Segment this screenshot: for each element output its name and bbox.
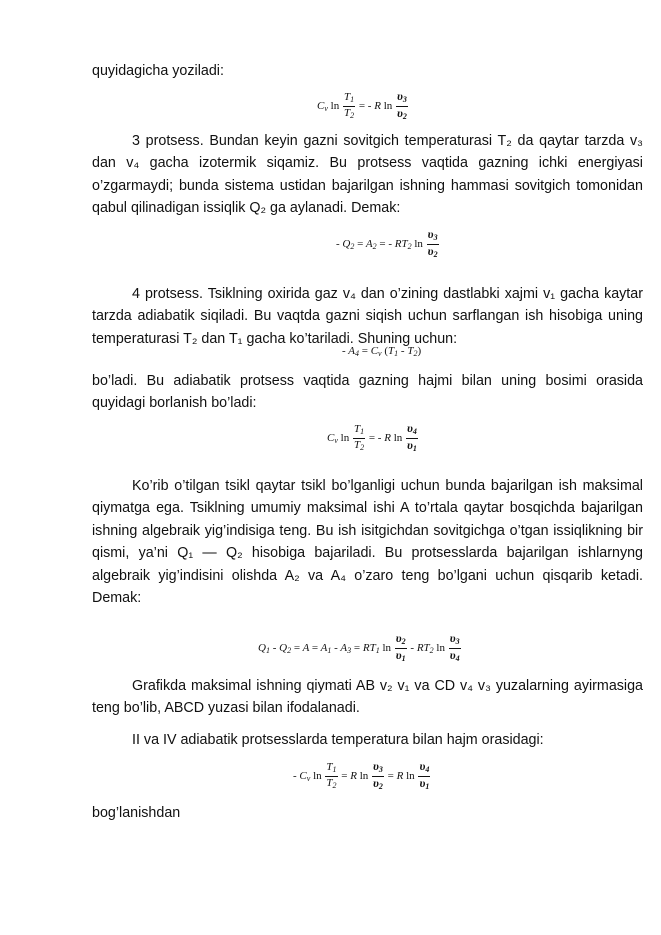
paragraph-adiabatic: bo’ladi. Bu adiabatik protsess vaqtida gazning hajmi bilan uning bosimi orasida quyidagi borlanish bo’ladi: <box>92 373 643 412</box>
equation-5: $Q_1 - Q_2 = A = A_1 - A_3 = RT_1$ ln $\frac{\upsilon_2}{\upsilon_1}$ - $RT_2$ ln $\frac{\upsilon_3}{\upsilon_4}$ <box>258 631 460 663</box>
equation-1: $C_v$ ln $\frac{T_1}{T_2}$ = - R ln $\frac{\upsilon_3}{\upsilon_2}$ <box>317 89 407 121</box>
paragraph-process-3: 3 protsess. Bundan keyin gazni sovitgich temperaturasi T₂ da qaytar tarzda v₃ dan v₄ gacha izotermik siqamiz. Bu protsess vaqtida gazning ichki energiyasi o’zgarmaydi; bunda sistema ustidan bajarilgan ishning hammasi sovitgich tomonidan qabul qilinadigan issiqlik Q₂ ga aylanadi. Demak: <box>92 133 643 217</box>
intro-line: quyidagicha yoziladi: <box>92 63 224 79</box>
closing-line: bog’lanishdan <box>92 805 181 821</box>
paragraph-cycle-work: Ko’rib o’tilgan tsikl qaytar tsikl bo’lganligi uchun bunda bajarilgan ish maksimal qiymatga ega. Tsiklning umumiy maksimal ishi A to’rtala qaytar bosqichda bajarilgan ishning algebraik yig’indisiga teng. Bu ish isitgichdan sovitgichga o’tgan issiqlikning bir qismi, ya’ni Q₁ — Q₂ hisobiga bajariladi. Bu protsesslarda bajarilgan ishlarnyng algebraik yig’indisini olishda A₂ va A₄ o’zaro teng bo’lgani uchun qisqarib ketadi. Demak: <box>92 478 643 607</box>
equation-4: $C_v$ ln $\frac{T_1}{T_2}$ = - R ln $\frac{\upsilon_4}{\upsilon_1}$ <box>327 421 417 453</box>
equation-2: - $Q_2 = A_2$ = - $RT_2$ ln $\frac{\upsilon_3}{\upsilon_2}$ <box>336 227 438 259</box>
equation-3: - $A_4 = C_v$ $(T_1 - T_2)$ <box>342 345 422 358</box>
paragraph-graph: Grafikda maksimal ishning qiymati AB v₂ v₁ va CD v₄ v₃ yuzalarning ayirmasiga teng bo’lib, ABCD yuzasi bilan ifodalanadi. <box>92 678 643 717</box>
paragraph-process-4: 4 protsess. Tsiklning oxirida gaz v₄ dan o’zining dastlabki xajmi v₁ gacha kaytar tarzda adiabatik siqiladi. Bu vaqtda gazni siqish uchun sarflangan ish hisobiga uning temperaturasi T₂ dan T₁ gacha ko’tariladi. Shuning uchun: <box>92 286 643 347</box>
paragraph-adiabatic-relation: II va IV adiabatik protsesslarda temperatura bilan hajm orasidagi: <box>132 732 544 748</box>
equation-6: - $C_v$ ln $\frac{T_1}{T_2}$ = R ln $\frac{\upsilon_3}{\upsilon_2}$ = R ln $\frac{\upsilon_4}{\upsilon_1}$ <box>293 759 430 791</box>
